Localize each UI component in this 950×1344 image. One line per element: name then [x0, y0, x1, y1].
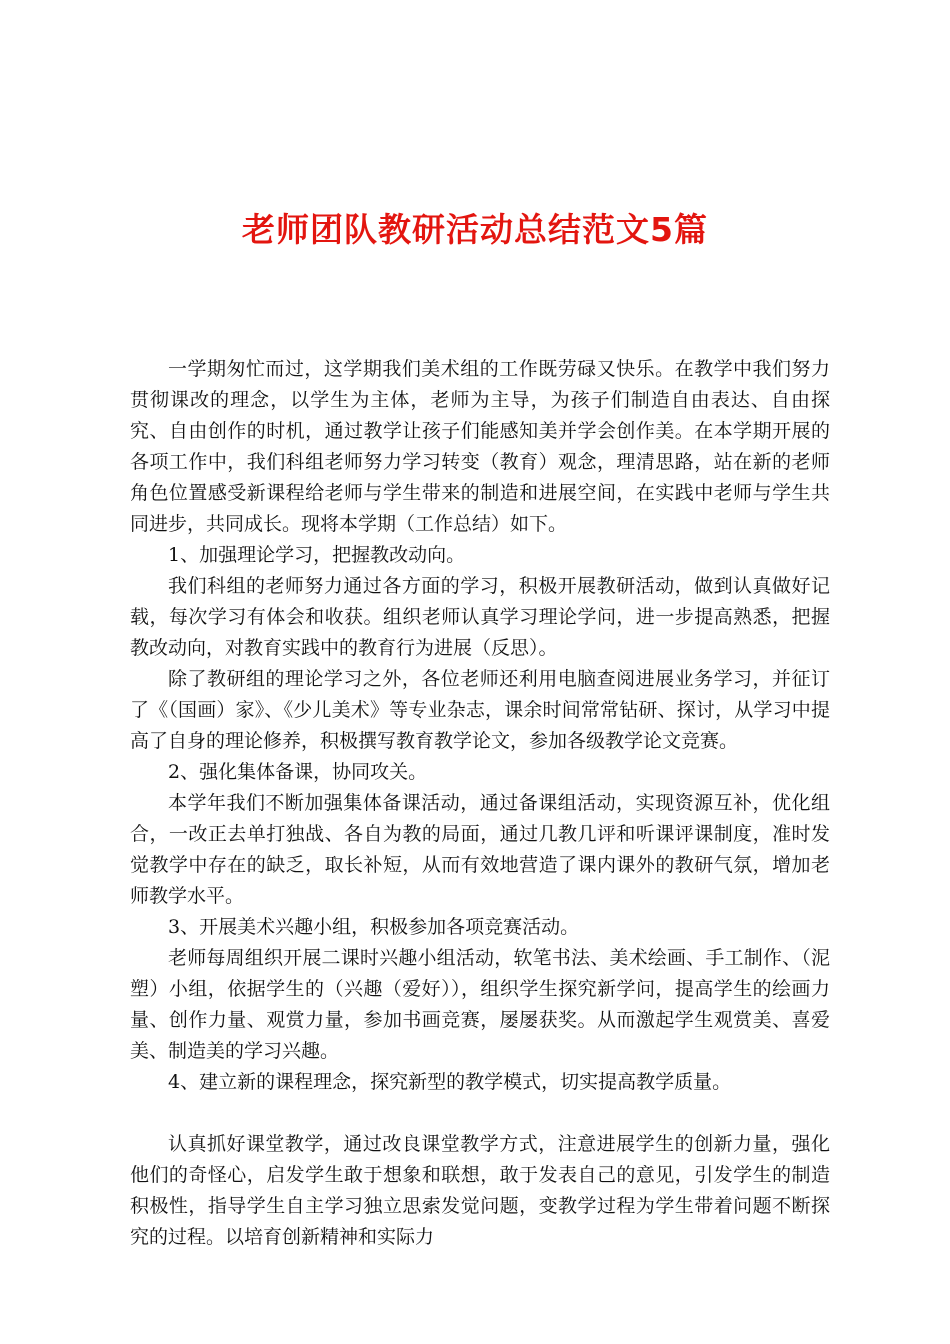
- paragraph: 本学年我们不断加强集体备课活动，通过备课组活动，实现资源互补，优化组合，一改正去单打独战、各自为教的局面，通过几教几评和听课评课制度，准时发觉教学中存在的缺乏，取长补短，从而有效地营造了课内课外的教研气氛，增加老师教学水平。: [130, 792, 830, 907]
- section-heading-4: 4、建立新的课程理念，探究新型的教学模式，切实提高教学质量。: [168, 1071, 732, 1093]
- section-heading-1: 1、加强理论学习，把握教改动向。: [168, 544, 466, 566]
- paragraph: 我们科组的老师努力通过各方面的学习，积极开展教研活动，做到认真做好记载，每次学习有体会和收获。组织老师认真学习理论学问，进一步提高熟悉，把握教改动向，对教育实践中的教育行为进展（反思）。: [130, 575, 830, 659]
- document-body: [130, 354, 830, 1253]
- section-heading-2: 2、强化集体备课，协同攻关。: [168, 761, 428, 783]
- document-title: 老师团队教研活动总结范文5篇: [242, 210, 708, 249]
- paragraph: 老师每周组织开展二课时兴趣小组活动，软笔书法、美术绘画、手工制作、（泥塑）小组，依据学生的（兴趣（爱好）），组织学生探究新学问，提高学生的绘画力量、创作力量、观赏力量，参加书画竞赛，屡屡获奖。从而激起学生观赏美、喜爱美、制造美的学习兴趣。: [130, 947, 830, 1062]
- paragraph: 认真抓好课堂教学，通过改良课堂教学方式，注意进展学生的创新力量，强化他们的奇怪心，启发学生敢于想象和联想，敢于发表自己的意见，引发学生的制造积极性，指导学生自主学习独立思索发觉问题，变教学过程为学生带着问题不断探究的过程。以培育创新精神和实际力: [130, 1133, 830, 1248]
- paragraph: 除了教研组的理论学习之外，各位老师还利用电脑查阅进展业务学习，并征订了《（国画）家》、《少儿美术》等专业杂志，课余时间常常钻研、探讨，从学习中提高了自身的理论修养，积极撰写教育教学论文，参加各级教学论文竞赛。: [130, 668, 830, 752]
- paragraph-intro: 一学期匆忙而过，这学期我们美术组的工作既劳碌又快乐。在教学中我们努力贯彻课改的理念，以学生为主体，老师为主导，为孩子们制造自由表达、自由探究、自由创作的时机，通过教学让孩子们能感知美并学会创作美。在本学期开展的各项工作中，我们科组老师努力学习转变（教育）观念，理清思路，站在新的老师角色位置感受新课程给老师与学生带来的制造和进展空间，在实践中老师与学生共同进步，共同成长。现将本学期（工作总结）如下。: [130, 358, 830, 535]
- section-heading-3: 3、开展美术兴趣小组，积极参加各项竞赛活动。: [168, 916, 580, 938]
